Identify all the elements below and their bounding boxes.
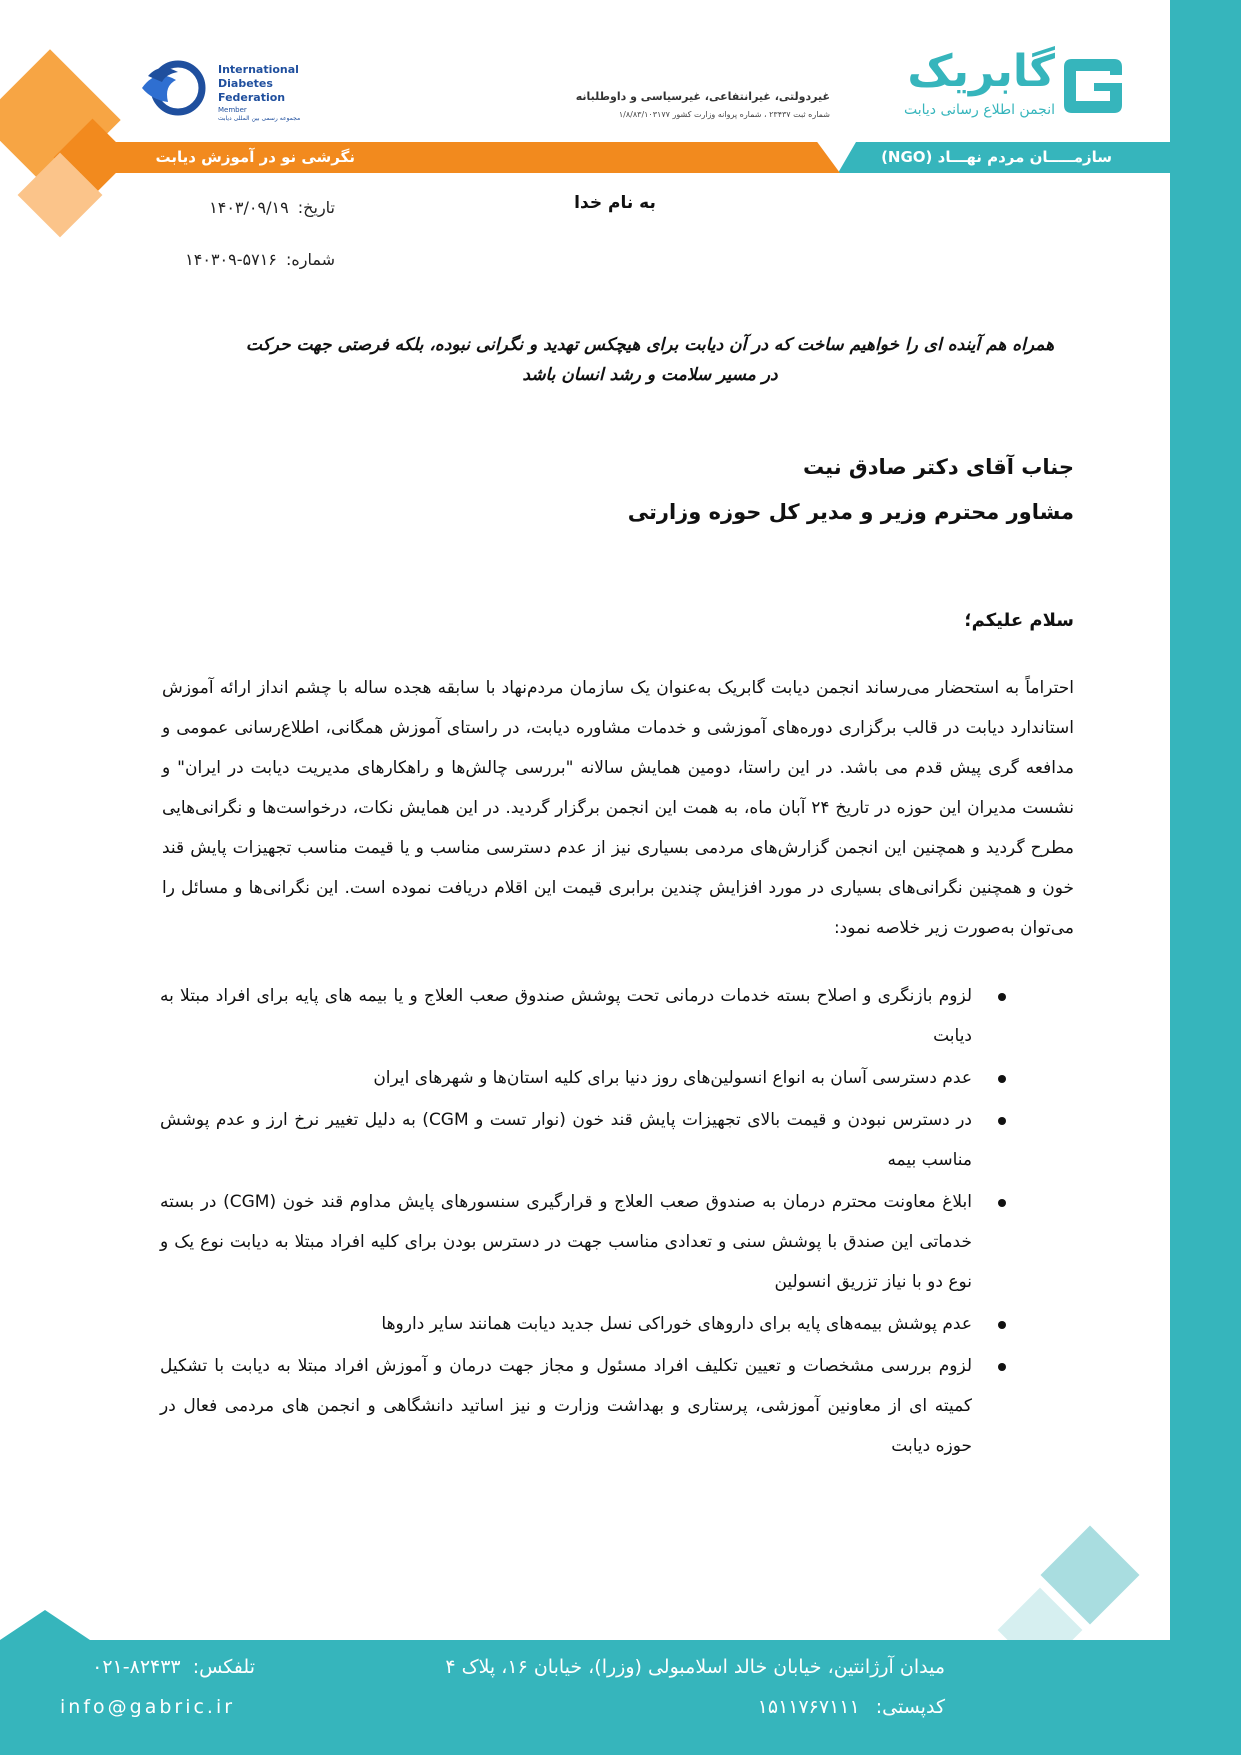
concern-text-4: ابلاغ معاونت محترم درمان به صندوق صعب العلاج و قرارگیری سنسورهای پایش مداوم قند خون (CGM) در بسته خدماتی این صندق با پوشش سنی و تعدادی مناسب جهت در دسترس بودن برای کلیه افراد مبتلا به دیابت نوع یک و نوع دو با نیاز تزریق انسولین [160, 1192, 972, 1292]
ngo-bar-label: سازمـــــان مردم نهـــاد (NGO) [881, 148, 1112, 166]
bullet-dot-icon [998, 1363, 1006, 1371]
concern-item-5 [160, 1304, 1006, 1344]
footer-email[interactable]: info@gabric.ir [60, 1696, 236, 1718]
footer-postal-row [600, 1696, 945, 1718]
gabric-logo [1060, 55, 1126, 117]
postal-label: کدپستی: [875, 1696, 945, 1718]
date-value: ۱۴۰۳/۰۹/۱۹ [209, 198, 289, 217]
concern-text-2: عدم دسترسی آسان به انواع انسولین‌های روز دنیا برای کلیه استان‌ها و شهرهای ایران [373, 1068, 972, 1088]
concern-text-3: در دسترس نبودن و قیمت بالای تجهیزات پایش قند خون (نوار تست و CGM) به دلیل تغییر نرخ ارز و عدم پوشش مناسب بیمه [160, 1110, 972, 1170]
body-paragraph: احتراماً به استحضار می‌رساند انجمن دیابت گابریک به‌عنوان یک سازمان مردم‌نهاد با سابقه هجده ساله با چشم انداز ارائه آموزش استاندارد دیابت در قالب برگزاری دوره‌های آموزشی و خدمات مشاوره دیابت، در راستای آموزش همگانی، اطلاع‌رسانی عمومی و مدافعه گری پیش قدم می باشد. در این راستا، دومین همایش سالانه "بررسی چالش‌ها و راهکارهای مدیریت دیابت در ایران" و نشست مدیران این حوزه در تاریخ ۲۴ آبان ماه، به همت این انجمن برگزار گردید. در این همایش نکات، درخواست‌ها و نگرانی‌هایی مطرح گردید و همچنین این انجمن گزارش‌های مردمی بسیاری نیز از عدم دسترسی مناسب و یا قیمت مناسب تجهیزات پایش قند خون و همچنین نگرانی‌های بسیاری در مورد افزایش چندین برابری قیمت این اقلام دریافت نموده است. این نگرانی‌ها و مسائل را می‌توان به‌صورت زیر خلاصه نمود: [162, 678, 1074, 938]
phone-value: ۸۲۴۳۳-۰۲۱ [92, 1656, 181, 1678]
bullet-dot-icon [998, 1199, 1006, 1207]
concern-item-3 [160, 1100, 1006, 1180]
ngo-info-line1: غیردولتی، غیرانتفاعی، غیرسیاسی و داوطلبانه [575, 90, 830, 103]
recipient-line1: جناب آقای دکتر صادق نیت [802, 455, 1074, 479]
phone-label: تلفکس: [192, 1656, 255, 1678]
motto: همراه هم آینده ای را خواهیم ساخت که در آن دیابت برای هیچکس تهدید و نگرانی نبوده، بلکه فرصتی جهت حرکت در مسیر سلامت و رشد انسان باشد [245, 335, 1055, 385]
idf-member: Member [218, 106, 247, 114]
idf-line2: Diabetes [218, 77, 273, 90]
date-row [120, 198, 335, 217]
bullet-dot-icon [998, 1075, 1006, 1083]
postal-value: ۱۵۱۱۷۶۷۱۱۱ [757, 1696, 860, 1718]
idf-line1: International [218, 63, 299, 76]
brand-subtitle: انجمن اطلاع رسانی دیابت [903, 102, 1055, 118]
bullet-dot-icon [998, 1117, 1006, 1125]
idf-logo-icon [138, 58, 208, 120]
bullet-dot-icon [998, 1321, 1006, 1329]
footer-phone-row [55, 1656, 255, 1678]
number-row [120, 250, 335, 269]
concern-text-5: عدم پوشش بیمه‌های پایه برای داروهای خوراکی نسل جدید دیابت همانند سایر داروها [381, 1314, 972, 1334]
ngo-info-line2: شماره ثبت ۲۳۴۳۷ ، شماره پروانه وزارت کشور ۱/۸/۸۳/۱۰۳۱۷۷ [618, 110, 830, 119]
greeting: سلام علیکم؛ [964, 610, 1074, 631]
concern-item-1 [160, 976, 1006, 1056]
concern-item-4 [160, 1182, 1006, 1302]
brand-name: گابریک [907, 46, 1055, 97]
gabric-logo-icon [1060, 55, 1126, 117]
right-decorative-strip [1170, 0, 1241, 1755]
concern-item-6 [160, 1346, 1006, 1466]
number-label: شماره: [285, 250, 335, 269]
concern-text-1: لزوم بازنگری و اصلاح بسته خدمات درمانی تحت پوشش صندوق صعب العلاج و یا بیمه های پایه برای افراد مبتلا به دیابت [160, 986, 972, 1046]
tagline-label: نگرشی نو در آموزش دیابت [155, 148, 355, 166]
idf-logo [138, 58, 208, 120]
recipient-line2: مشاور محترم وزیر و مدیر کل حوزه وزارتی [627, 500, 1074, 524]
idf-line3: Federation [218, 91, 286, 104]
idf-small-text: مجموعه رسمی بین المللی دیابت [218, 115, 301, 122]
footer-address: میدان آرژانتین، خیابان خالد اسلامبولی (وزرا)، خیابان ۱۶، پلاک ۴ [445, 1656, 945, 1678]
concerns-list [160, 976, 1006, 1468]
footer-notch [0, 1610, 90, 1640]
bismillah: به نام خدا [574, 193, 656, 213]
bullet-dot-icon [998, 993, 1006, 1001]
number-value: ۵۷۱۶-۱۴۰۳۰۹ [185, 250, 277, 269]
concern-item-2 [160, 1058, 1006, 1098]
concern-text-6: لزوم بررسی مشخصات و تعیین تکلیف افراد مسئول و مجاز جهت درمان و آموزش افراد مبتلا به دیابت با تشکیل کمیته ای از معاونین آموزشی، پرستاری و بهداشت وزارت و نیز اساتید دانشگاهی و انجمن های مردمی فعال در حوزه دیابت [160, 1356, 972, 1456]
date-label: تاریخ: [297, 198, 335, 217]
